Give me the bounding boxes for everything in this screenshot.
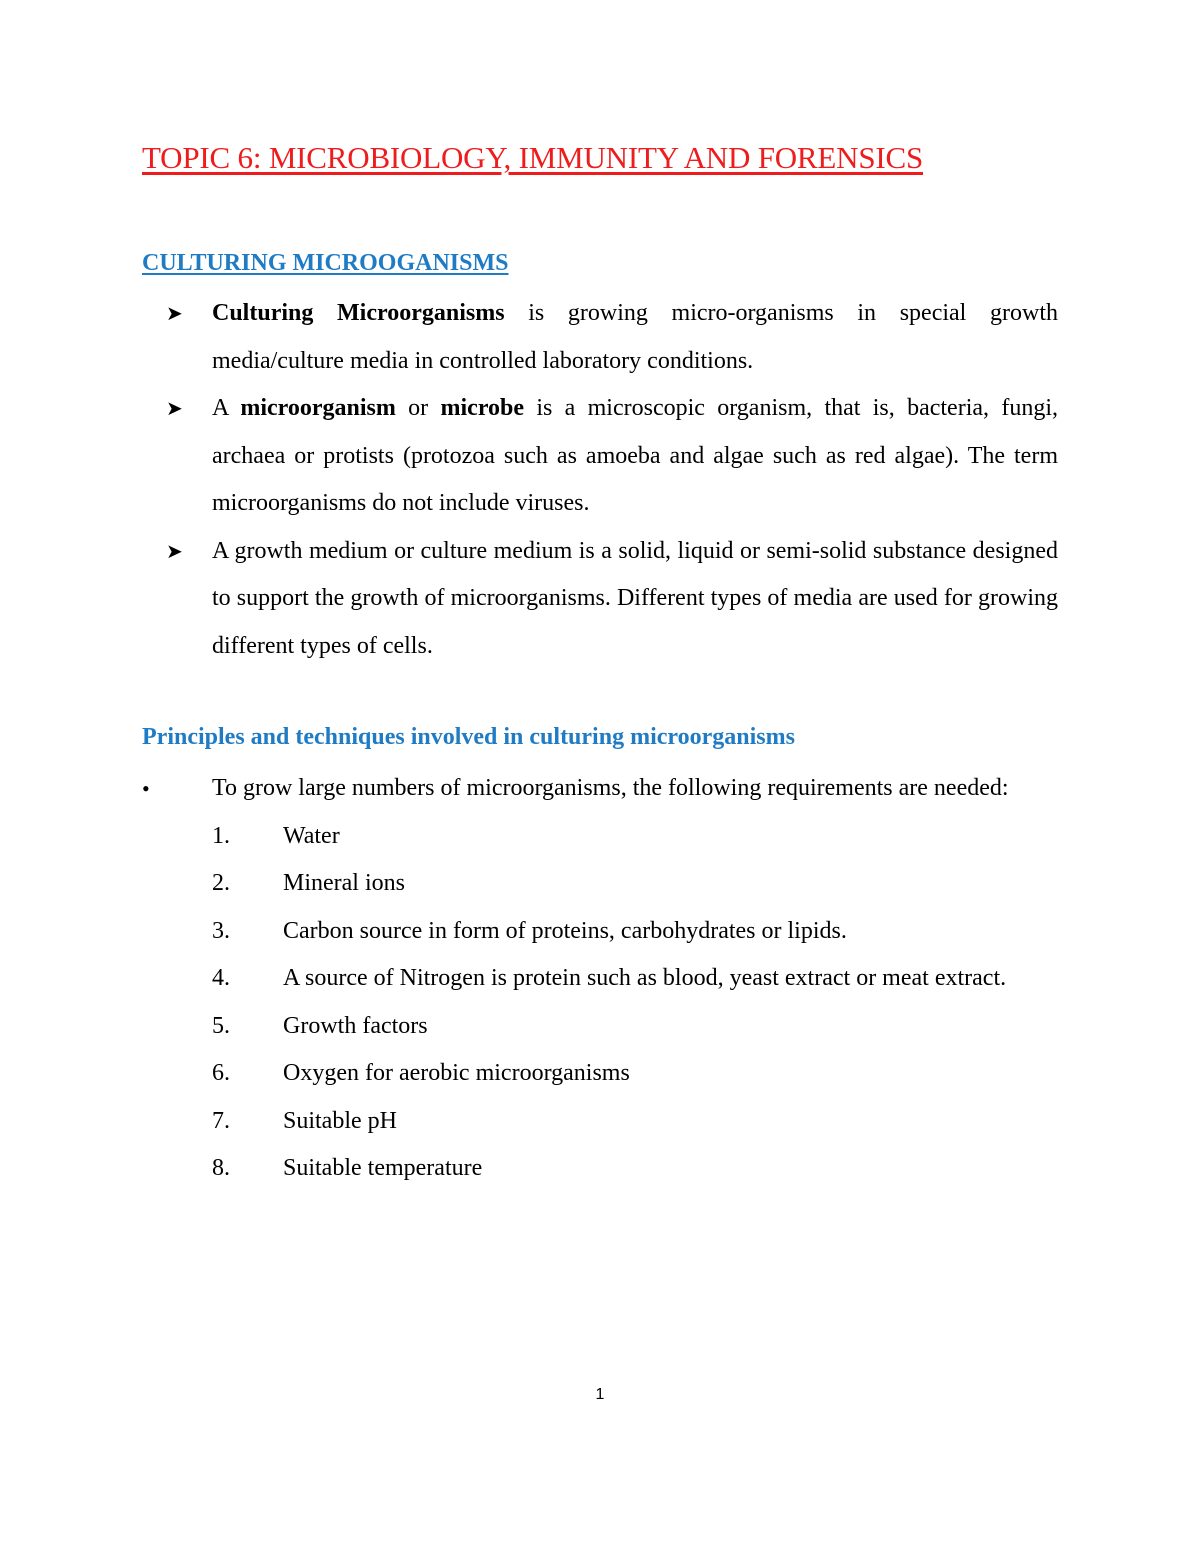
defined-term: Culturing Microorganisms <box>212 300 505 326</box>
list-item <box>142 1098 1058 1146</box>
page-number: 1 <box>595 1386 605 1403</box>
sub-heading: Principles and techniques involved in culturing microorganisms <box>142 724 795 750</box>
list-item <box>142 385 1058 528</box>
page-title: TOPIC 6: MICROBIOLOGY, IMMUNITY AND FORENSICS <box>142 140 924 175</box>
list-item-text: A source of Nitrogen is protein such as blood, yeast extract or meat extract. <box>283 965 1007 991</box>
defined-term: microorganism <box>240 395 396 421</box>
list-item <box>142 1003 1058 1051</box>
list-number: 3. <box>212 917 230 944</box>
item-text: or <box>395 395 441 421</box>
list-item <box>142 908 1058 956</box>
list-number: 4. <box>212 965 230 991</box>
list-item-text: Water <box>283 822 340 849</box>
requirements-block <box>142 765 1058 1193</box>
bullet-text: To grow large numbers of microorganisms, the following requirements are needed: <box>212 775 1009 801</box>
item-text: is growing micro-organisms in special growth media/culture media in controlled laboratory conditions. <box>212 300 1058 374</box>
section-heading: CULTURING MICROOGANISMS <box>142 250 509 276</box>
definition-list <box>142 290 1058 670</box>
list-item-text: Mineral ions <box>283 870 405 896</box>
list-item <box>142 955 1058 1003</box>
list-item-text: Suitable pH <box>283 1107 397 1134</box>
arrowhead-bullet-icon: ➤ <box>166 396 183 420</box>
bullet-paragraph <box>142 765 1058 813</box>
list-number: 5. <box>212 1012 230 1039</box>
list-item-text: Growth factors <box>283 1012 428 1039</box>
list-item <box>142 290 1058 385</box>
list-item-text: Suitable temperature <box>283 1155 483 1181</box>
defined-term: microbe <box>440 395 525 421</box>
item-text: A growth medium or culture medium is a solid, liquid or semi-solid substance designed to support the growth of microorganisms. Different types of media are used for growing different types of cells. <box>212 537 1058 659</box>
round-bullet-icon: • <box>142 776 150 801</box>
list-number: 7. <box>212 1107 230 1134</box>
list-number: 1. <box>212 822 230 849</box>
list-item-text: Oxygen for aerobic microorganisms <box>283 1060 630 1086</box>
list-item <box>142 813 1058 861</box>
list-item <box>142 860 1058 908</box>
list-number: 6. <box>212 1060 230 1086</box>
arrowhead-bullet-icon: ➤ <box>166 538 183 563</box>
list-item-text: Carbon source in form of proteins, carbohydrates or lipids. <box>283 917 847 944</box>
list-number: 8. <box>212 1155 230 1181</box>
list-item <box>142 1050 1058 1098</box>
list-item <box>142 1145 1058 1193</box>
arrowhead-bullet-icon: ➤ <box>166 301 183 325</box>
list-number: 2. <box>212 870 230 896</box>
list-item <box>142 528 1058 671</box>
item-text: is a microscopic organism, that is, bacteria, fungi, archaea or protists (protozoa such as amoeba and algae such as red algae). The term microorganisms do not include viruses. <box>212 395 1058 516</box>
item-text: A <box>212 395 241 421</box>
requirements-list <box>142 813 1058 1193</box>
